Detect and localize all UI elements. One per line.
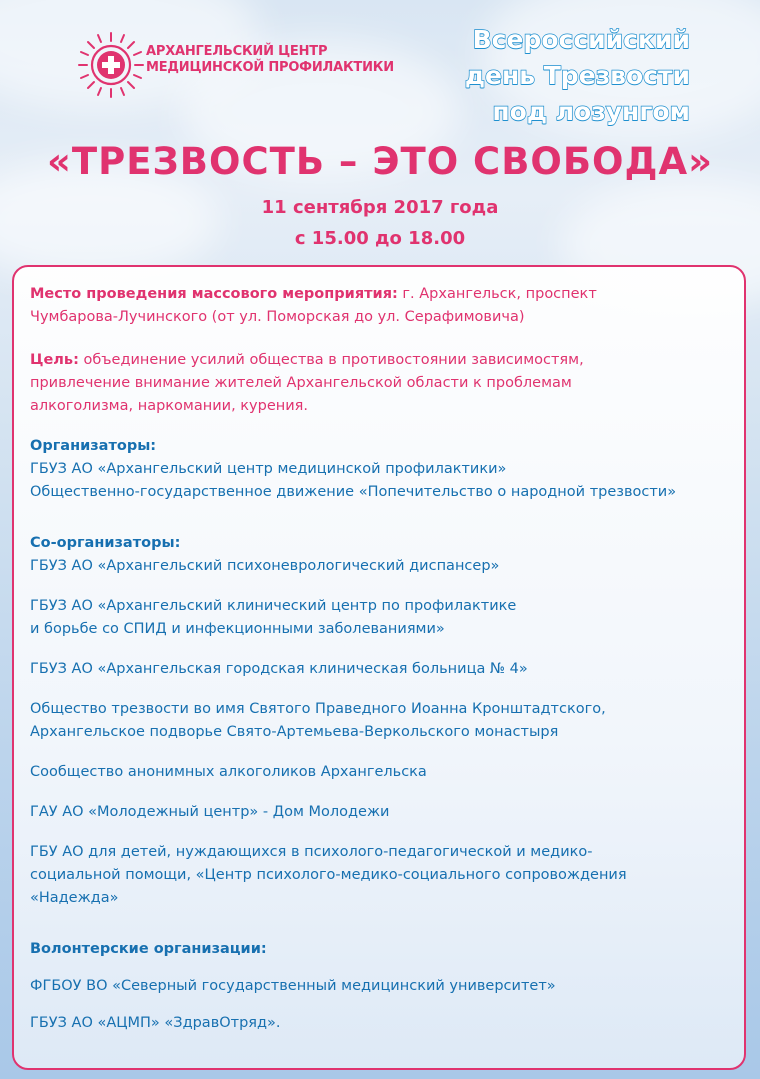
event-date: 11 сентября 2017 года	[261, 197, 499, 218]
venue-text-1: г. Архангельск, проспект	[402, 286, 597, 302]
organizer-item: Общественно-государственное движение «Попечительство о народной трезвости»	[30, 484, 677, 500]
organizers-heading: Организаторы:	[30, 438, 157, 454]
venue-text-2: Чумбарова-Лучинского (от ул. Поморская до ул. Серафимовича)	[30, 309, 525, 325]
goal-text-3: алкоголизма, наркомании, курения.	[30, 398, 308, 414]
co-organizer-line: Сообщество анонимных алкоголиков Архангельска	[30, 764, 427, 780]
co-organizer-line: Архангельское подворье Свято-Артемьева-Веркольского монастыря	[30, 724, 559, 740]
co-organizer-line: «Надежда»	[30, 890, 119, 906]
co-organizer-line: ГБУ АО для детей, нуждающихся в психолого-педагогической и медико-	[30, 844, 593, 860]
co-organizer-line: ГБУЗ АО «Архангельская городская клиническая больница № 4»	[30, 661, 528, 677]
slogan-title: «ТРЕЗВОСТЬ – ЭТО СВОБОДА»	[46, 140, 713, 183]
organization-logo	[76, 30, 394, 100]
co-organizer-line: ГБУЗ АО «Архангельский клинический центр по профилактике	[30, 598, 517, 614]
logo-line-2: МЕДИЦИНСКОЙ ПРОФИЛАКТИКИ	[146, 60, 394, 75]
headline-line-1: Всероссийский	[472, 25, 690, 54]
volunteers-heading: Волонтерские организации:	[30, 941, 267, 957]
red-cross-sun-icon	[76, 30, 146, 100]
venue-paragraph	[30, 283, 745, 329]
co-organizer-item	[30, 761, 745, 784]
co-organizer-line: и борьбе со СПИД и инфекционными заболеваниями»	[30, 621, 445, 637]
goal-text-2: привлечение внимание жителей Архангельской области к проблемам	[30, 375, 572, 391]
venue-label: Место проведения массового мероприятия:	[30, 286, 398, 302]
goal-text-1: объединение усилий общества в противостоянии зависимостям,	[83, 352, 584, 368]
co-organizer-item	[30, 555, 745, 578]
headline-line-3: под лозунгом	[492, 97, 690, 126]
organizer-item: ГБУЗ АО «Архангельский центр медицинской профилактики»	[30, 461, 507, 477]
logo-line-1: АРХАНГЕЛЬСКИЙ ЦЕНТР	[146, 44, 328, 59]
co-organizer-item	[30, 841, 745, 910]
co-organizer-item	[30, 658, 745, 681]
co-organizer-line: Общество трезвости во имя Святого Праведного Иоанна Кронштадтского,	[30, 701, 606, 717]
event-time: с 15.00 до 18.00	[294, 228, 466, 249]
co-organizer-item	[30, 801, 745, 824]
goal-label: Цель:	[30, 352, 79, 368]
event-headline	[465, 22, 690, 130]
volunteer-item: ГБУЗ АО «АЦМП» «ЗдравОтряд».	[30, 1015, 281, 1031]
co-organizer-line: социальной помощи, «Центр психолого-медико-социального сопровождения	[30, 867, 627, 883]
headline-line-2: день Трезвости	[464, 61, 690, 90]
volunteer-item: ФГБОУ ВО «Северный государственный медицинский университет»	[30, 978, 556, 994]
co-organizer-item	[30, 698, 745, 744]
co-organizer-item	[30, 595, 745, 641]
co-organizers-heading: Со-организаторы:	[30, 535, 181, 551]
goal-paragraph	[30, 349, 745, 418]
co-organizer-line: ГБУЗ АО «Архангельский психоневрологический диспансер»	[30, 558, 500, 574]
co-organizer-line: ГАУ АО «Молодежный центр» - Дом Молодежи	[30, 804, 390, 820]
info-content	[30, 283, 745, 1035]
